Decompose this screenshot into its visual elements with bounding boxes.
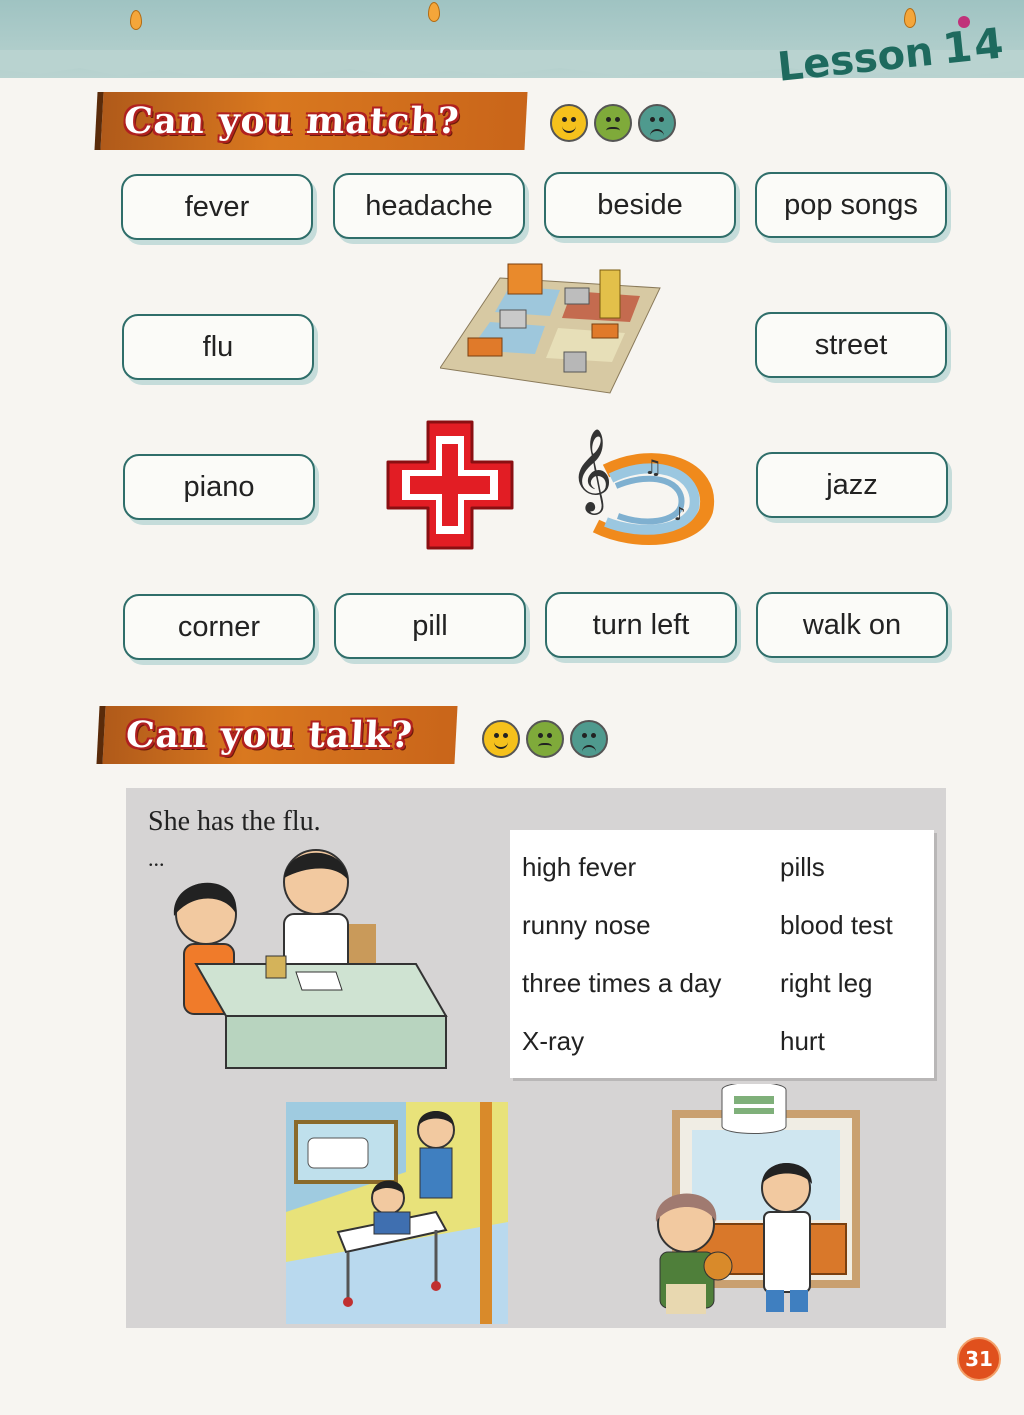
match-rating-faces — [550, 104, 676, 142]
phrase-right-1: pills — [780, 852, 825, 882]
talk-panel — [126, 788, 946, 1328]
match-title: Can you match? — [122, 100, 461, 142]
page-number: 31 — [957, 1337, 1001, 1381]
phrase-right-3: right leg — [780, 968, 873, 998]
smiley-happy-icon[interactable] — [482, 720, 520, 758]
doctor-visit-illustration — [156, 844, 456, 1076]
word-box-turn-left[interactable]: turn left — [545, 592, 737, 658]
word-box-headache[interactable]: headache — [333, 173, 525, 239]
red-cross-icon — [384, 418, 516, 552]
pharmacy-illustration — [626, 1084, 876, 1324]
raindrop-icon — [904, 8, 916, 28]
phrase-left-1: high fever — [522, 852, 637, 882]
raindrop-icon — [130, 10, 142, 30]
phrase-left-4: X-ray — [522, 1026, 585, 1056]
word-box-beside[interactable]: beside — [544, 172, 736, 238]
smiley-meh-icon[interactable] — [594, 104, 632, 142]
word-box-flu[interactable]: flu — [122, 314, 314, 380]
music-note-swirl-icon — [566, 416, 716, 550]
word-box-pop-songs[interactable]: pop songs — [755, 172, 947, 238]
lesson-word: Lesson — [775, 28, 936, 91]
smiley-happy-icon[interactable] — [550, 104, 588, 142]
talk-ellipsis: ... — [148, 846, 165, 871]
smiley-sad-icon[interactable] — [570, 720, 608, 758]
hospital-stretcher-illustration — [286, 1102, 508, 1324]
word-box-street[interactable]: street — [755, 312, 947, 378]
talk-rating-faces — [482, 720, 608, 758]
city-map-icon — [440, 258, 662, 398]
svg-text:𝄞: 𝄞 — [570, 427, 613, 511]
word-box-piano[interactable]: piano — [123, 454, 315, 520]
phrase-left-2: runny nose — [522, 910, 651, 940]
phrase-right-2: blood test — [780, 910, 893, 940]
phrase-box — [510, 830, 934, 1078]
smiley-sad-icon[interactable] — [638, 104, 676, 142]
word-box-corner[interactable]: corner — [123, 594, 315, 660]
word-box-pill[interactable]: pill — [334, 593, 526, 659]
phrase-right-4: hurt — [780, 1026, 825, 1056]
match-banner — [94, 92, 527, 150]
svg-text:♫: ♫ — [644, 455, 662, 479]
phrase-left-3: three times a day — [522, 968, 722, 998]
word-box-fever[interactable]: fever — [121, 174, 313, 240]
smiley-meh-icon[interactable] — [526, 720, 564, 758]
lesson-number: 14 — [940, 18, 1008, 74]
talk-title: Can you talk? — [124, 714, 415, 756]
word-box-jazz[interactable]: jazz — [756, 452, 948, 518]
talk-caption: She has the flu. — [148, 806, 321, 837]
talk-banner — [96, 706, 457, 764]
word-box-walk-on[interactable]: walk on — [756, 592, 948, 658]
svg-text:♪: ♪ — [674, 504, 686, 525]
raindrop-icon — [428, 2, 440, 22]
